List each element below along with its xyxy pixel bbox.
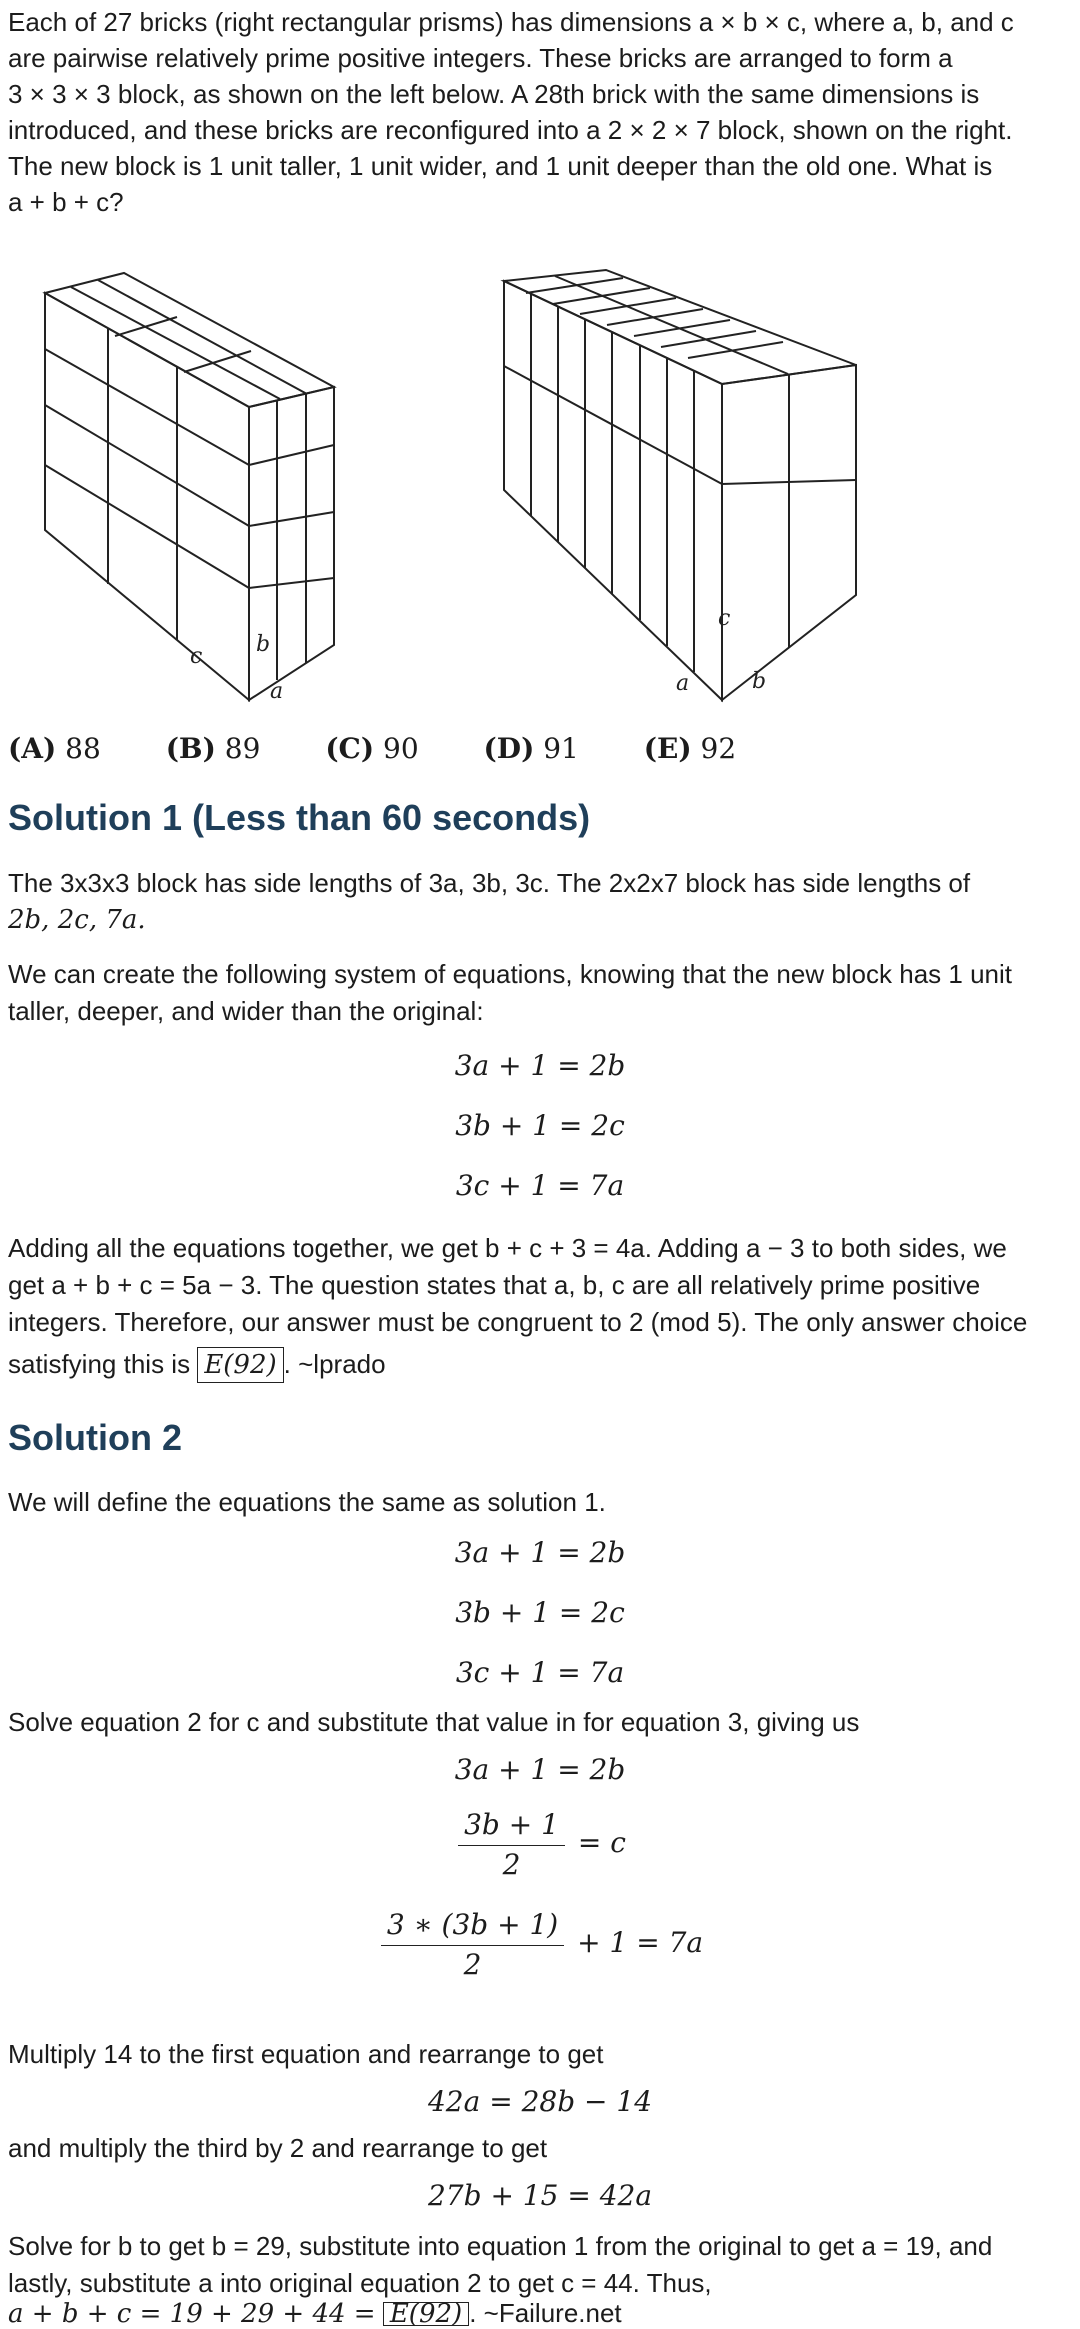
sol2-eq5-rhs: = c xyxy=(577,1826,626,1859)
sol2-p5-line2: lastly, substitute a into original equation 2 to get c = 44. Thus, xyxy=(8,2268,712,2298)
sol1-answer-prefix: satisfying this is xyxy=(8,1349,191,1379)
sol2-eq6-rhs: + 1 = 7a xyxy=(577,1926,704,1959)
sol2-eq-8: 27b + 15 = 42a xyxy=(427,2179,653,2212)
sol2-final-sum: a + b + c = 19 + 29 + 44 = xyxy=(8,2299,376,2329)
sol1-p1-line1: The 3x3x3 block has side lengths of 3a, 3b, 3c. The 2x2x7 block has side lengths of xyxy=(8,868,971,898)
sol1-eq-2: 3b + 1 = 2c xyxy=(455,1109,625,1142)
sol2-eq-5 xyxy=(0,1808,1080,1881)
sol2-eq-7: 42a = 28b − 14 xyxy=(427,2085,653,2118)
left-label-c: c xyxy=(190,644,203,669)
sol2-eq-6 xyxy=(0,1908,1080,1981)
sol2-p4: and multiply the third by 2 and rearrange to get xyxy=(8,2133,548,2163)
right-block-2x2x7 xyxy=(504,270,856,700)
sol2-p1: We will define the equations the same as solution 1. xyxy=(8,1487,606,1517)
sol1-p3-line2: get a + b + c = 5a − 3. The question states that a, b, c are all relatively prime positive xyxy=(8,1270,981,1300)
sol1-eq-1: 3a + 1 = 2b xyxy=(454,1049,626,1082)
left-block-3x3x3 xyxy=(45,273,334,700)
sol2-eq-3: 3c + 1 = 7a xyxy=(455,1656,625,1689)
sol1-eq-3: 3c + 1 = 7a xyxy=(455,1169,625,1202)
sol2-eq-2: 3b + 1 = 2c xyxy=(455,1596,625,1629)
sol1-p3-line4 xyxy=(8,1346,386,1383)
right-label-c: c xyxy=(718,606,731,631)
sol2-p2: Solve equation 2 for c and substitute that value in for equation 3, giving us xyxy=(8,1707,860,1737)
left-label-b: b xyxy=(256,632,271,657)
sol2-p5-line3 xyxy=(8,2298,622,2329)
choice-d: (D) 91 xyxy=(483,732,579,765)
sol2-p5-line1: Solve for b to get b = 29, substitute into equation 1 from the original to get a = 19, and xyxy=(8,2231,993,2261)
problem-line-5: The new block is 1 unit taller, 1 unit wider, and 1 unit deeper than the old one. What is xyxy=(8,151,993,181)
brick-blocks-figure xyxy=(0,250,1080,720)
sol1-p2-line2: taller, deeper, and wider than the original: xyxy=(8,996,484,1026)
sol2-answer-box: E(92) xyxy=(383,2302,469,2326)
sol1-p3-line3: integers. Therefore, our answer must be congruent to 2 (mod 5). The only answer choice xyxy=(8,1307,1028,1337)
sol2-p3: Multiply 14 to the first equation and rearrange to get xyxy=(8,2039,604,2069)
solution-1-heading: Solution 1 (Less than 60 seconds) xyxy=(8,797,591,838)
choice-b: (B) 89 xyxy=(165,732,261,765)
sol1-answer-suffix: . ~lprado xyxy=(283,1349,386,1379)
sol1-p3-line1: Adding all the equations together, we get b + c + 3 = 4a. Adding a − 3 to both sides, we xyxy=(8,1233,1007,1263)
problem-line-2: are pairwise relatively prime positive integers. These bricks are arranged to form a xyxy=(8,43,953,73)
problem-line-1: Each of 27 bricks (right rectangular prisms) has dimensions a × b × c, where a, b, and c xyxy=(8,7,1014,37)
sol2-eq5-numerator: 3b + 1 xyxy=(458,1808,565,1846)
answer-choices xyxy=(8,732,792,765)
sol2-answer-suffix: . ~Failure.net xyxy=(469,2298,622,2328)
sol2-eq6-fraction xyxy=(381,1908,564,1981)
sol1-p2-line1: We can create the following system of equations, knowing that the new block has 1 unit xyxy=(8,959,1012,989)
choice-c: (C) 90 xyxy=(325,732,419,765)
sol2-eq-4: 3a + 1 = 2b xyxy=(454,1753,626,1786)
left-label-a: a xyxy=(270,679,284,704)
problem-line-4: introduced, and these bricks are reconfigured into a 2 × 2 × 7 block, shown on the right. xyxy=(8,115,1013,145)
sol2-eq5-fraction xyxy=(458,1808,565,1881)
right-label-a: a xyxy=(676,671,690,696)
sol2-eq-1: 3a + 1 = 2b xyxy=(454,1536,626,1569)
right-label-b: b xyxy=(752,669,767,694)
sol2-eq6-numerator: 3 ∗ (3b + 1) xyxy=(381,1908,564,1946)
problem-line-3: 3 × 3 × 3 block, as shown on the left below. A 28th brick with the same dimensions is xyxy=(8,79,980,109)
problem-line-6: a + b + c? xyxy=(8,187,124,217)
choice-a: (A) 88 xyxy=(8,732,101,765)
sol1-answer-box: E(92) xyxy=(197,1347,283,1383)
choice-e: (E) 92 xyxy=(643,732,737,765)
sol2-eq6-denominator: 2 xyxy=(463,1948,482,1981)
solution-2-heading: Solution 2 xyxy=(8,1417,182,1458)
sol1-p1-line2: 2b, 2c, 7a. xyxy=(8,905,146,935)
sol2-eq5-denominator: 2 xyxy=(502,1848,521,1881)
